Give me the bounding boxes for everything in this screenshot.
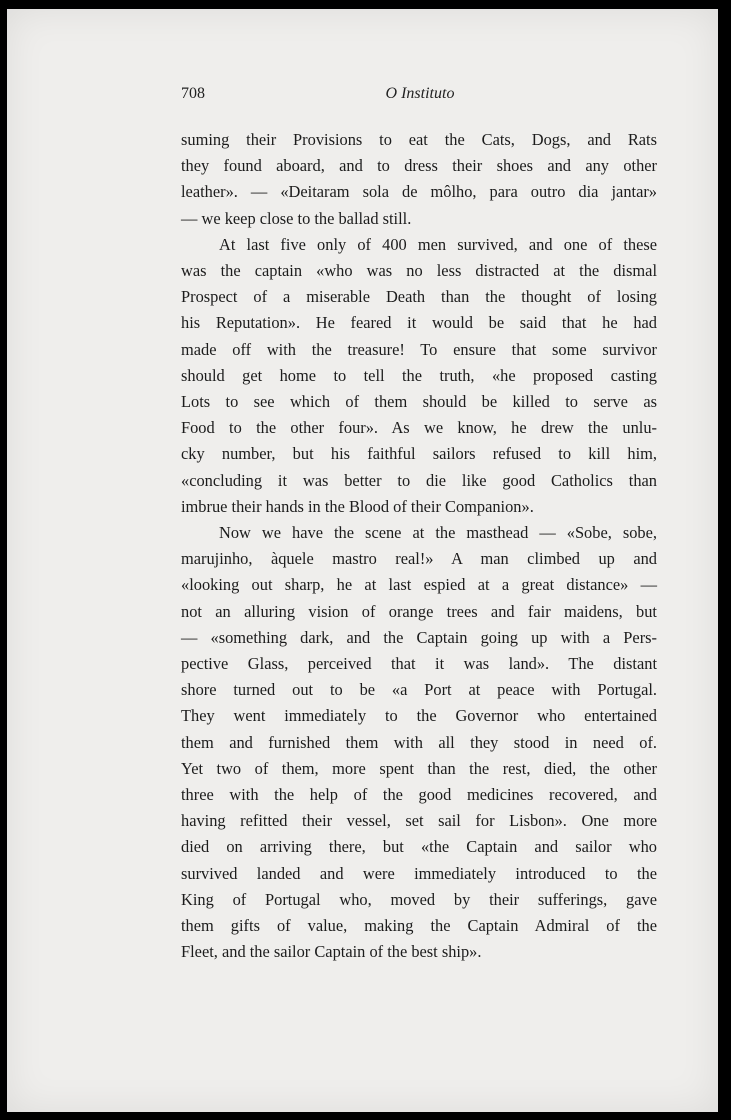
body-text	[181, 127, 657, 966]
paragraph	[181, 127, 657, 232]
text-line: three with the help of the good medicines recovered, and	[181, 785, 657, 805]
text-line: leather». — «Deitaram sola de môlho, para outro dia jantar»	[181, 182, 657, 202]
text-line: Prospect of a miserable Death than the thought of losing	[181, 287, 657, 307]
text-line: them and furnished them with all they stood in need of.	[181, 732, 657, 752]
text-line: pective Glass, perceived that it was land». The distant	[181, 654, 657, 674]
text-line: made off with the treasure! To ensure that some survivor	[181, 339, 657, 359]
paragraph	[181, 520, 657, 965]
text-line: they found aboard, and to dress their shoes and any other	[181, 156, 657, 176]
text-line: «looking out sharp, he at last espied at a great distance» —	[181, 575, 657, 595]
page-number: 708	[181, 85, 205, 102]
text-line: them gifts of value, making the Captain Admiral of the	[181, 916, 657, 936]
text-line: suming their Provisions to eat the Cats, Dogs, and Rats	[181, 130, 657, 149]
text-line: died on arriving there, but «the Captain and sailor who	[181, 837, 657, 857]
text-line: imbrue their hands in the Blood of their Companion».	[181, 496, 534, 516]
text-line: At last five only of 400 men survived, and one of these	[219, 234, 657, 254]
text-line: was the captain «who was no less distracted at the dismal	[181, 261, 657, 281]
text-line: cky number, but his faithful sailors refused to kill him,	[181, 444, 657, 464]
text-line: King of Portugal who, moved by their sufferings, gave	[181, 889, 657, 909]
scanned-page	[7, 9, 718, 1112]
text-line: having refitted their vessel, set sail for Lisbon». One more	[181, 811, 657, 831]
text-line: Fleet, and the sailor Captain of the best ship».	[181, 942, 482, 962]
text-line: Yet two of them, more spent than the rest, died, the other	[181, 758, 657, 778]
text-line: marujinho, àquele mastro real!» A man climbed up and	[181, 549, 657, 569]
text-line: — we keep close to the ballad still.	[181, 208, 412, 228]
text-line: They went immediately to the Governor who entertained	[181, 706, 657, 726]
text-line: Food to the other four». As we know, he drew the unlu-	[181, 418, 657, 438]
text-line: shore turned out to be «a Port at peace with Portugal.	[181, 680, 657, 700]
text-line: not an alluring vision of orange trees and fair maidens, but	[181, 601, 657, 621]
text-line: should get home to tell the truth, «he proposed casting	[181, 365, 657, 385]
journal-title: O Instituto	[385, 85, 455, 102]
text-line: — «something dark, and the Captain going up with a Pers-	[181, 627, 657, 647]
text-line: survived landed and were immediately introduced to the	[181, 863, 657, 883]
text-line: Lots to see which of them should be killed to serve as	[181, 392, 657, 412]
text-line: Now we have the scene at the masthead — «Sobe, sobe,	[219, 523, 657, 543]
text-line: his Reputation». He feared it would be said that he had	[181, 313, 657, 333]
paragraph	[181, 232, 657, 520]
text-line: «concluding it was better to die like good Catholics than	[181, 470, 657, 490]
